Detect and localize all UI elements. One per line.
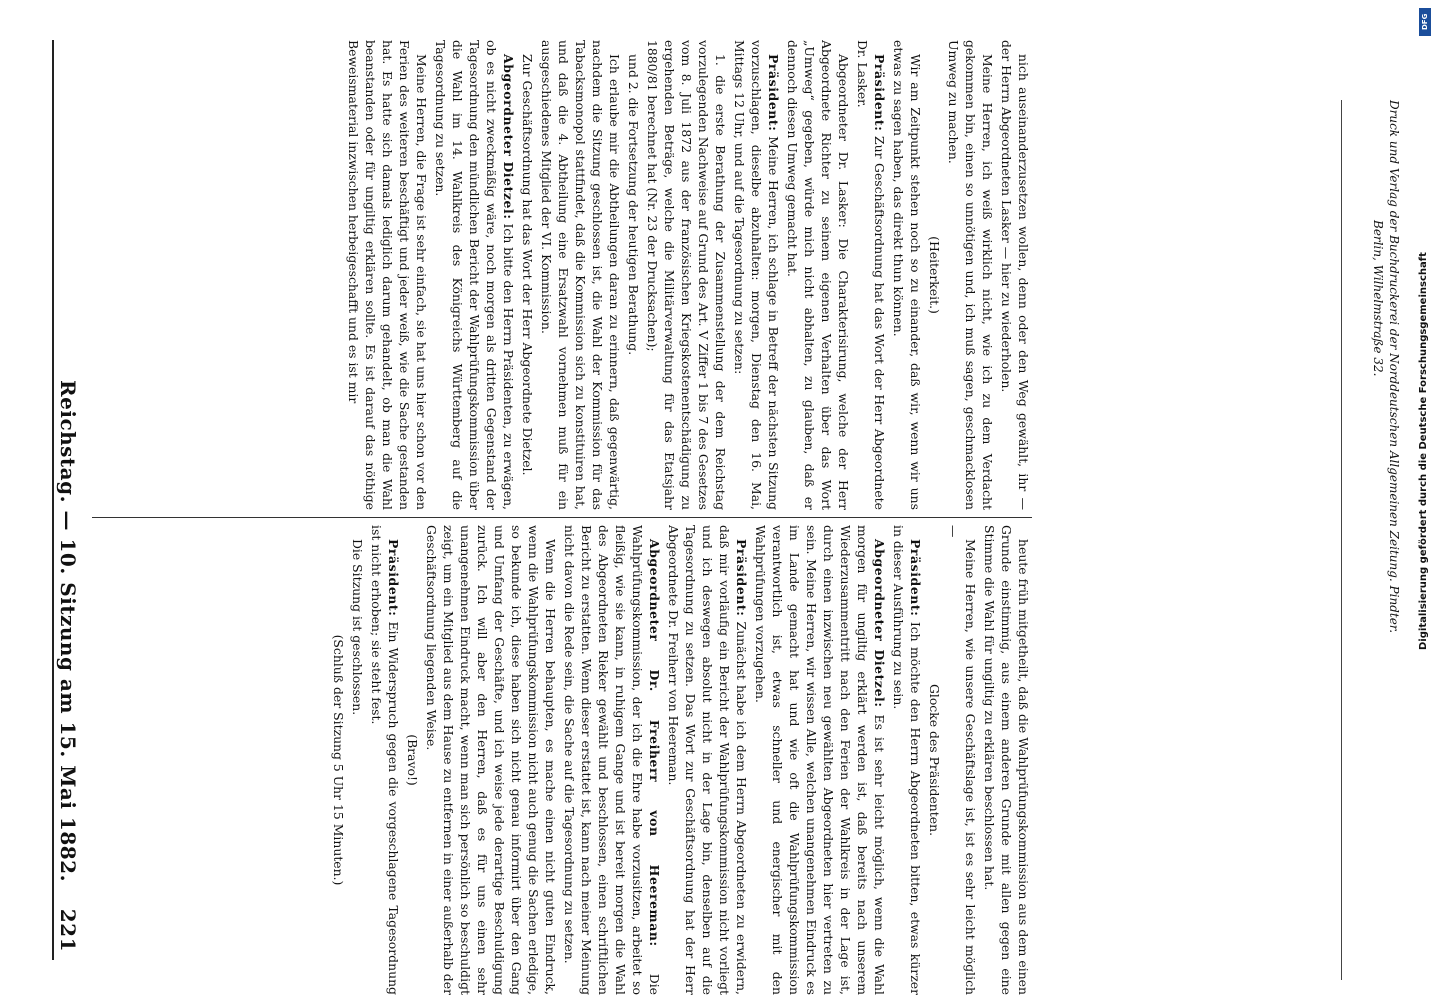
speech-text: Ein Widerspruch gegen die vorgeschlagene Tagesordnung ist nicht erhoben; sie steht fest. xyxy=(369,525,401,995)
funding-note: Digitalisierung gefördert durch die Deutsche Forschungsgemeinschaft xyxy=(1418,252,1429,650)
speech-text: Die Wahlprüfungskommission, der ich die Ehre habe vorzusitzen, arbeitet so fleißig, wie sie kann, in ruhigem Gange und ist bereit morgen die Wahl des Abgeordneten Rieker gewählt und beschlossen, einen schriftlichen Bericht zu erstatten. Wenn dieser erstattet ist, kann nach meiner Meinung nicht davon die Rede sein, die Sache auf die Tagesordnung zu setzen. xyxy=(562,525,662,995)
stage-direction: (Schluß der Sitzung 5 Uhr 15 Minuten.) xyxy=(331,634,346,886)
speech-paragraph xyxy=(731,40,782,510)
speaker-name: Abgeordneter Dr. Freiherr von Heereman: xyxy=(647,539,662,947)
stage-direction: (Bravo!) xyxy=(405,734,420,786)
imprint-rule xyxy=(1341,100,1342,980)
imprint xyxy=(1370,100,1402,1000)
speech-text: Ich möchte den Herrn Abgeordneten bitten, etwas kürzer in dieser Ausführung zu sein. xyxy=(891,525,923,995)
page-number: 221 xyxy=(56,908,80,952)
speaker-name: Abgeordneter Dietzel: xyxy=(501,54,516,220)
text-paragraph: Wir am Zeitpunkt stehen noch so zu einander, daß wir, wenn wir uns etwas zu sagen haben, das direkt thun können. xyxy=(891,40,923,510)
speaker-name: Präsident: xyxy=(386,539,401,617)
right-column xyxy=(87,525,1032,995)
speech-text: Es ist sehr leicht möglich, wenn die Wahl morgen für ungiltig erklärt werden ist, daß bereits nach unserem Wiederzusammentritt nach den Ferien der Wahlkreis in der Lage ist, durch einen inzwischen neu gewählten Abgeordneten hier vertreten zu sein. Meine Herren, wir wissen Alle, welchen unangenehmen Eindruck es im Lande gemacht hat und wie oft die Wahlprüfungskommission verantwortlich ist, etwas schneller und energischer mit den Wahlprüfungen vorzugehen. xyxy=(753,525,887,995)
imprint-line-1: Druck und Verlag der Buchdruckerei der Norddeutschen Allgemeinen Zeitung. Pindter. xyxy=(1387,100,1401,634)
text-paragraph: Die Sitzung ist geschlossen. xyxy=(350,539,365,716)
funding-sidebar xyxy=(1418,0,1432,1000)
speech-text: Ich bitte den Herrn Präsidenten, zu erwägen, ob es nicht zweckmäßig wäre, noch morgen als dritten Gegenstand der Tagesordnung den mündlichen Bericht der Wahlprüfungskommission über die Wahl im 14. Wahlkreis des Königreichs Württemberg auf die Tagesordnung zu setzen. xyxy=(433,40,516,510)
text-paragraph: Meine Herren, wie unsere Geschäftslage ist, ist es sehr leicht möglich — xyxy=(946,525,978,995)
speech-paragraph xyxy=(890,525,924,995)
speech-paragraph xyxy=(561,525,663,995)
speech-paragraph xyxy=(854,40,888,510)
column-divider xyxy=(92,517,1032,518)
speaker-name: Präsident: xyxy=(908,539,923,617)
text-paragraph: nich auseinanderzusetzen wollen, denn oder den Weg gewählt, ihr — der Herrn Abgeordneten Lasker — hier zu wiederholen. xyxy=(999,40,1031,510)
stage-direction: (Heiterkeit.) xyxy=(927,236,942,314)
speech-paragraph xyxy=(368,525,402,995)
speech-paragraph xyxy=(432,40,517,510)
header-title: Reichstag. — 10. Sitzung am 15. Mai 1882. xyxy=(56,380,80,883)
speech-text: Meine Herren, ich schlage in Betreff der nächsten Sitzung vorzuschlagen, dieselbe abzuhalten: morgen, Dienstag den 16. Mai, Mittags 12 Uhr, und auf die Tagesordnung zu setzen: xyxy=(732,40,781,510)
text-paragraph: Meine Herren, ich weiß wirklich nicht, wie ich zu dem Verdacht gekommen bin, einen so unnötigen und, ich muß sagen, geschmacklosen Umweg zu machen. xyxy=(946,40,995,510)
text-paragraph: Wenn die Herren behaupten, es mache einen nicht guten Eindruck, wenn die Wahlprüfungskommission nicht auch genug die Sachen erledige, so bekunde ich, diese haben sich nicht genau informirt über den Gang und Umfang der Geschäfte, und ich weise jede derartige Beschuldigung zurück. Ich will aber den Herren, daß es für uns einen sehr unangenehmen Eindruck macht, wenn man sich persönlich so beschuldigt zeigt, um ein Mitglied aus dem Hause zu entfernen in einer außerhalb der Geschäftsordnung liegenden Weise. xyxy=(424,525,558,995)
text-paragraph: und 2. die Fortsetzung der heutigen Berathung. xyxy=(626,54,641,356)
dfg-logo: DFG xyxy=(1419,8,1431,36)
left-column xyxy=(87,40,1032,510)
speaker-name: Abgeordneter Dietzel: xyxy=(872,539,887,708)
text-paragraph: Zur Geschäftsordnung hat das Wort der Herr Abgeordnete Dietzel. xyxy=(520,54,535,476)
stage-direction: Glocke des Präsidenten. xyxy=(927,683,942,837)
speaker-name: Präsident: xyxy=(766,54,781,132)
speaker-name: Präsident: xyxy=(734,539,749,617)
text-paragraph: Meine Herren, die Frage ist sehr einfach, sie hat uns hier schon vor den Ferien des weiteren beschäftigt und jeder weiß, wie die Sache gestanden hat. Es hatte sich damals lediglich darum gehandelt, ob man die Wahl beanstanden oder für ungiltig erklären sollte. Es ist darauf das nöthige Beweismaterial inzwischen herbeigeschafft und es ist mir xyxy=(346,40,429,510)
header-rule xyxy=(52,40,54,960)
speech-paragraph xyxy=(665,525,750,995)
speaker-name: Präsident: xyxy=(872,54,887,132)
text-paragraph: heute früh mitgetheilt, daß die Wahlprüfungskommission aus dem einen Grunde einstimmig, aus einem anderen Grunde mit allen gegen eine Stimme die Wahl für ungiltig zu erklären beschlossen hat. xyxy=(982,525,1031,995)
speech-paragraph xyxy=(752,525,888,995)
text-paragraph: 1. die erste Berathung der Zusammenstellung der dem Reichstag vorzulegenden Nachweise auf Grund des Art. V Ziffer 1 bis 7 des Gesetzes vom 8. Juli 1872 aus der französischen Kriegskostenentschädigung zu ergehenden Beträge, welche die Militärverwaltung für das Etatsjahr 1880/81 berechnet hat (Nr. 23 der Drucksachen); xyxy=(645,40,728,510)
speech-text: Zunächst habe ich dem Herrn Abgeordneten zu erwidern, daß mir vorläufig ein Bericht der Wahlprüfungskommission nicht vorliegt und ich deswegen absolut nicht in der Lage bin, denselben auf die Tagesordnung zu setzen. Das Wort zur Geschäftsordnung hat der Herr Abgeordnete Dr. Freiherr von Heereman. xyxy=(666,525,749,995)
speech-text: Zur Geschäftsordnung hat das Wort der Herr Abgeordnete Dr. Lasker. xyxy=(855,40,887,510)
text-paragraph: Abgeordneter Dr. Lasker: Die Charakterisirung, welche der Herr Abgeordnete Richter zu seinem eigenen Verhalten über das Wort „Umweg“ gegeben, würde mich nicht abhalten, zu glauben, daß er dennoch diesen Umweg gemacht hat. xyxy=(785,40,851,510)
text-paragraph: Ich erlaube mir die Abtheilungen daran zu erinnern, daß gegenwärtig, nachdem die Sitzung geschlossen ist, die Wahl der Kommission für das Tabacksmonopol stattfindet, daß die Kommission sich zu konstituiren hat, und daß die 4. Abtheilung eine Ersatzwahl vornehmen muß für ein ausgeschiedenes Mitglied der VI. Kommission. xyxy=(539,40,622,510)
imprint-line-2: Berlin, Wilhelmstraße 32. xyxy=(1371,220,1385,377)
